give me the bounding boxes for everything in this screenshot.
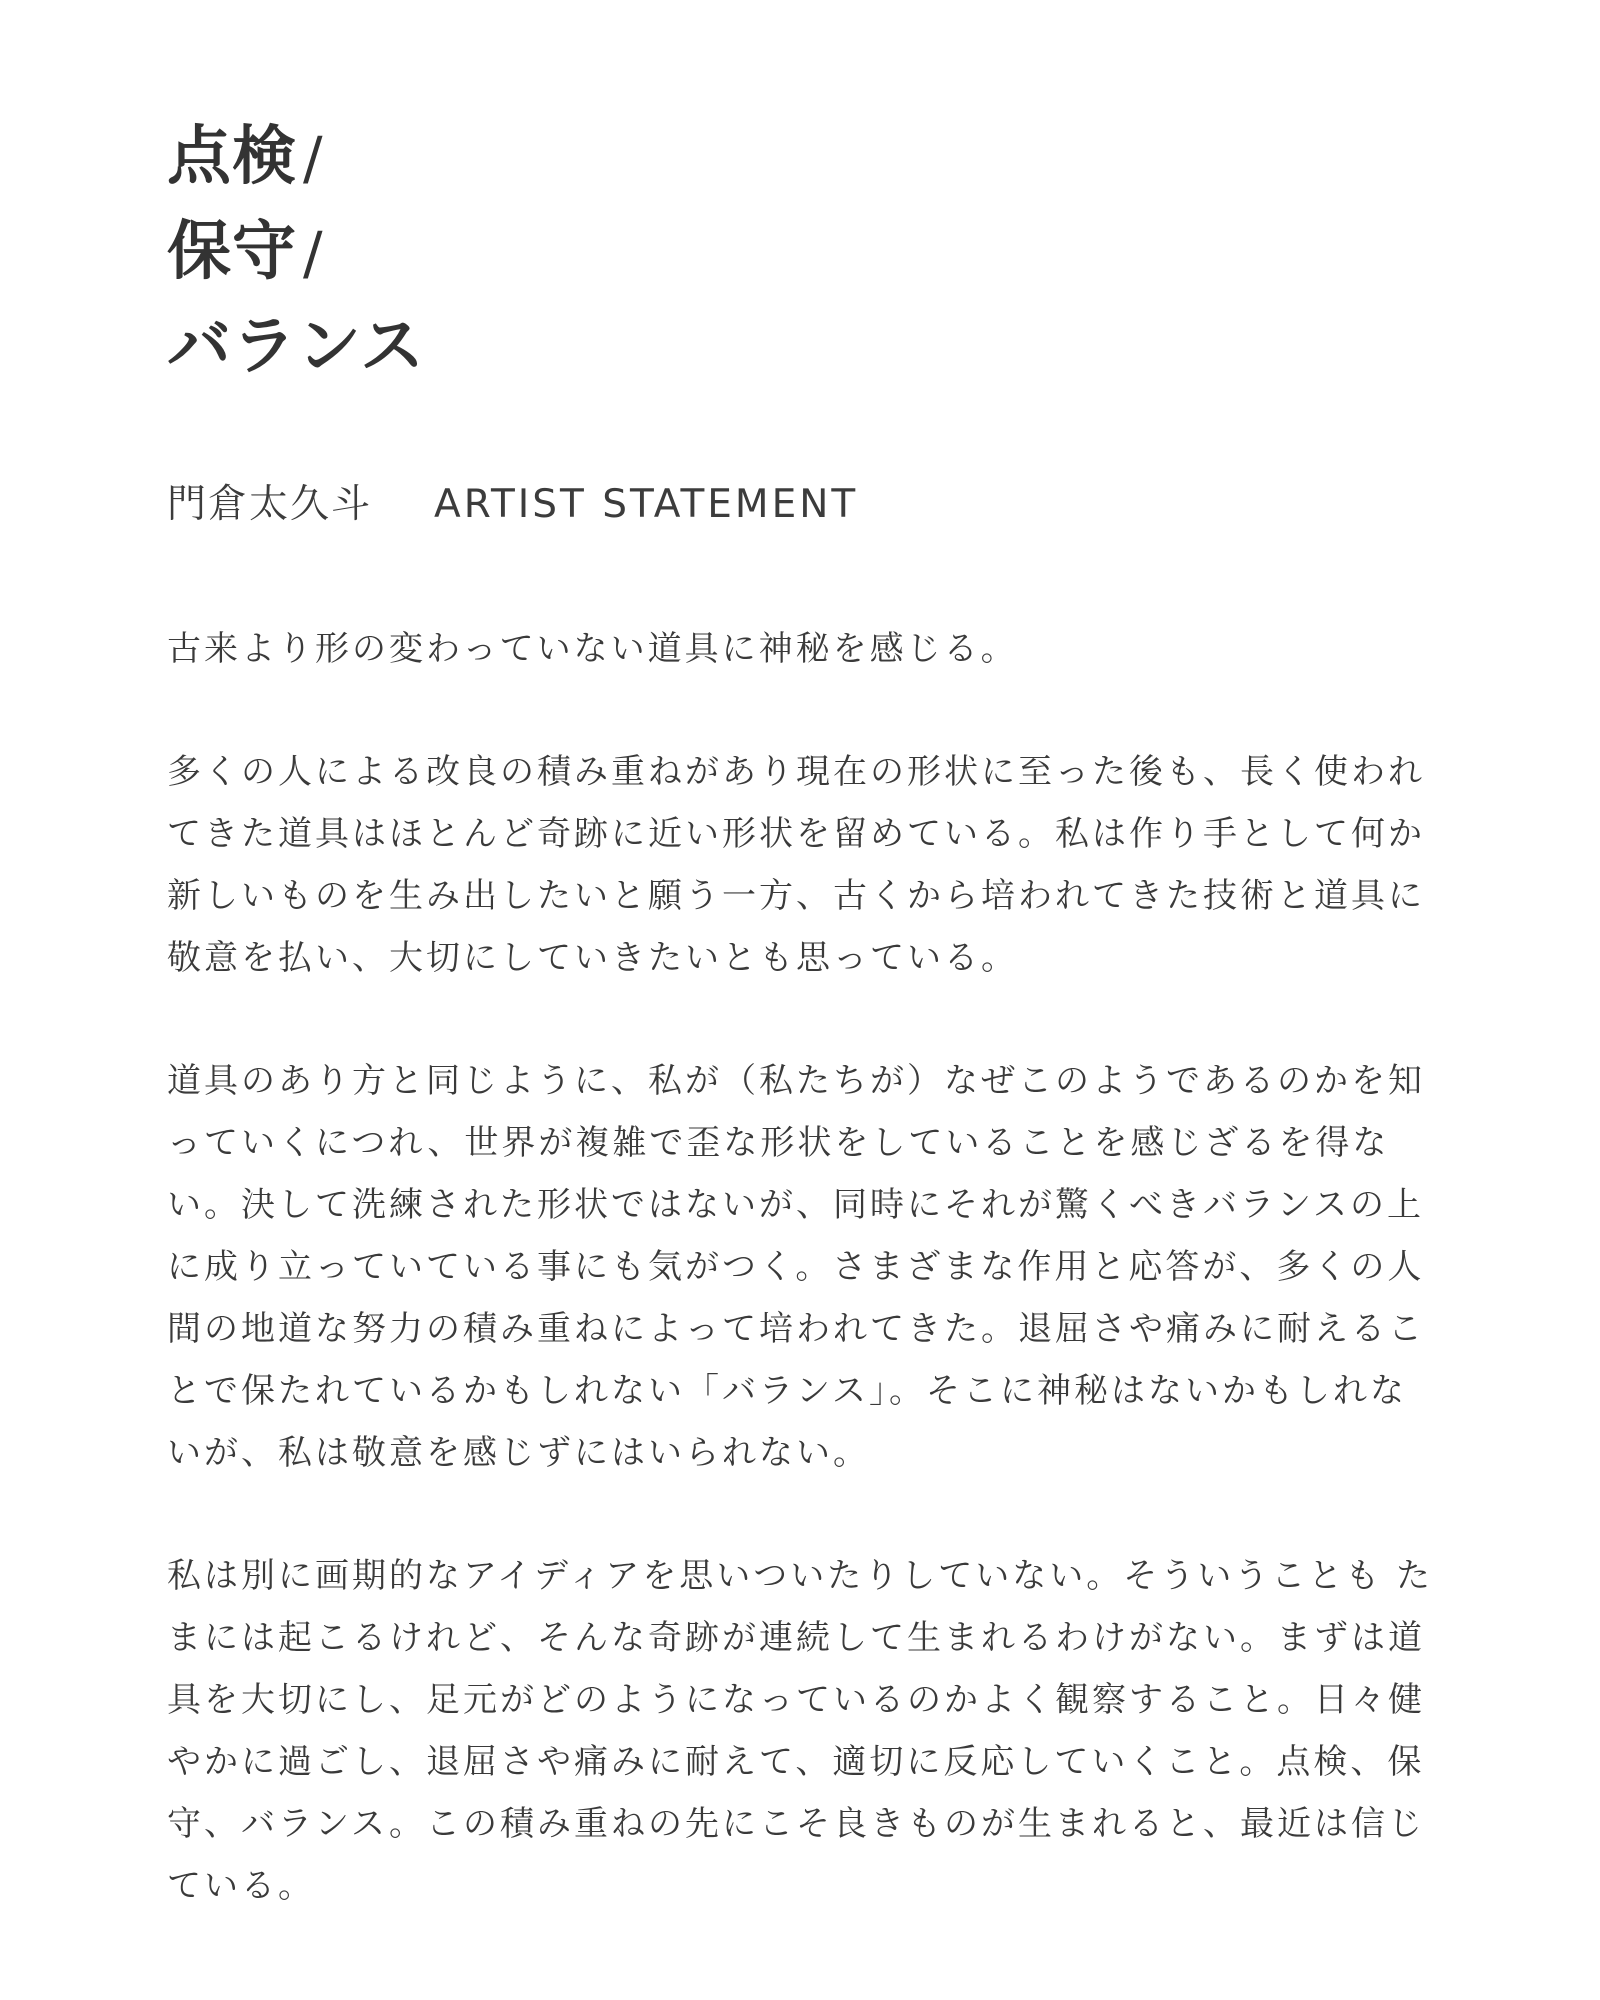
- author-name: 門倉太久斗: [167, 482, 373, 527]
- paragraph-2: 多くの人による改良の積み重ねがあり現在の形状に至った後も、長く使われてきた道具はほとんど奇跡に近い形状を留めている。私は作り手として何か新しいものを生み出したいと願う一方、古くから培われてきた技術と道具に敬意を払い、大切にしていきたいとも思っている。: [167, 752, 1425, 978]
- paragraph-3: 道具のあり方と同じように、私が（私たちが）なぜこのようであるのかを知っていくにつれ、世界が複雑で歪な形状をしていることを感じざるを得ない。決して洗練された形状ではないが、同時にそれが驚くべきバランスの上に成り立っていている事にも気がつく。さまざまな作用と応答が、多くの人間の地道な努力の積み重ねによって培われてきた。退屈さや痛みに耐えることで保たれているかもしれない「バランス」。そこに神秘はないかもしれないが、私は敬意を感じずにはいられない。: [167, 1061, 1425, 1473]
- title-separator: /: [303, 124, 324, 192]
- paragraph-4: 私は別に画期的なアイディアを思いついたりしていない。そういうことも たまには起こるけれど、そんな奇跡が連続して生まれるわけがない。まずは道具を大切にし、足元がどのようになっているのかよく観察すること。日々健やかに過ごし、退屈さや痛みに耐えて、適切に反応していくこと。点検、保守、バランス。この積み重ねの先にこそ良きものが生まれると、最近は信じている。: [167, 1556, 1434, 1906]
- statement-body: [167, 618, 1447, 1917]
- statement-page: [167, 110, 1447, 1978]
- title-line-1: [167, 110, 1447, 205]
- title-line-3: [167, 300, 1447, 394]
- title-word-inspection: 点検: [167, 120, 297, 194]
- title-word-balance: バランス: [167, 310, 426, 384]
- title-separator: /: [303, 219, 324, 287]
- page-title: [167, 110, 1447, 394]
- byline: [167, 480, 1447, 530]
- paragraph-1: 古来より形の変わっていない道具に神秘を感じる。: [167, 629, 1018, 669]
- title-word-maintenance: 保守: [167, 215, 297, 289]
- title-line-2: [167, 205, 1447, 300]
- section-label: ARTIST STATEMENT: [434, 482, 859, 527]
